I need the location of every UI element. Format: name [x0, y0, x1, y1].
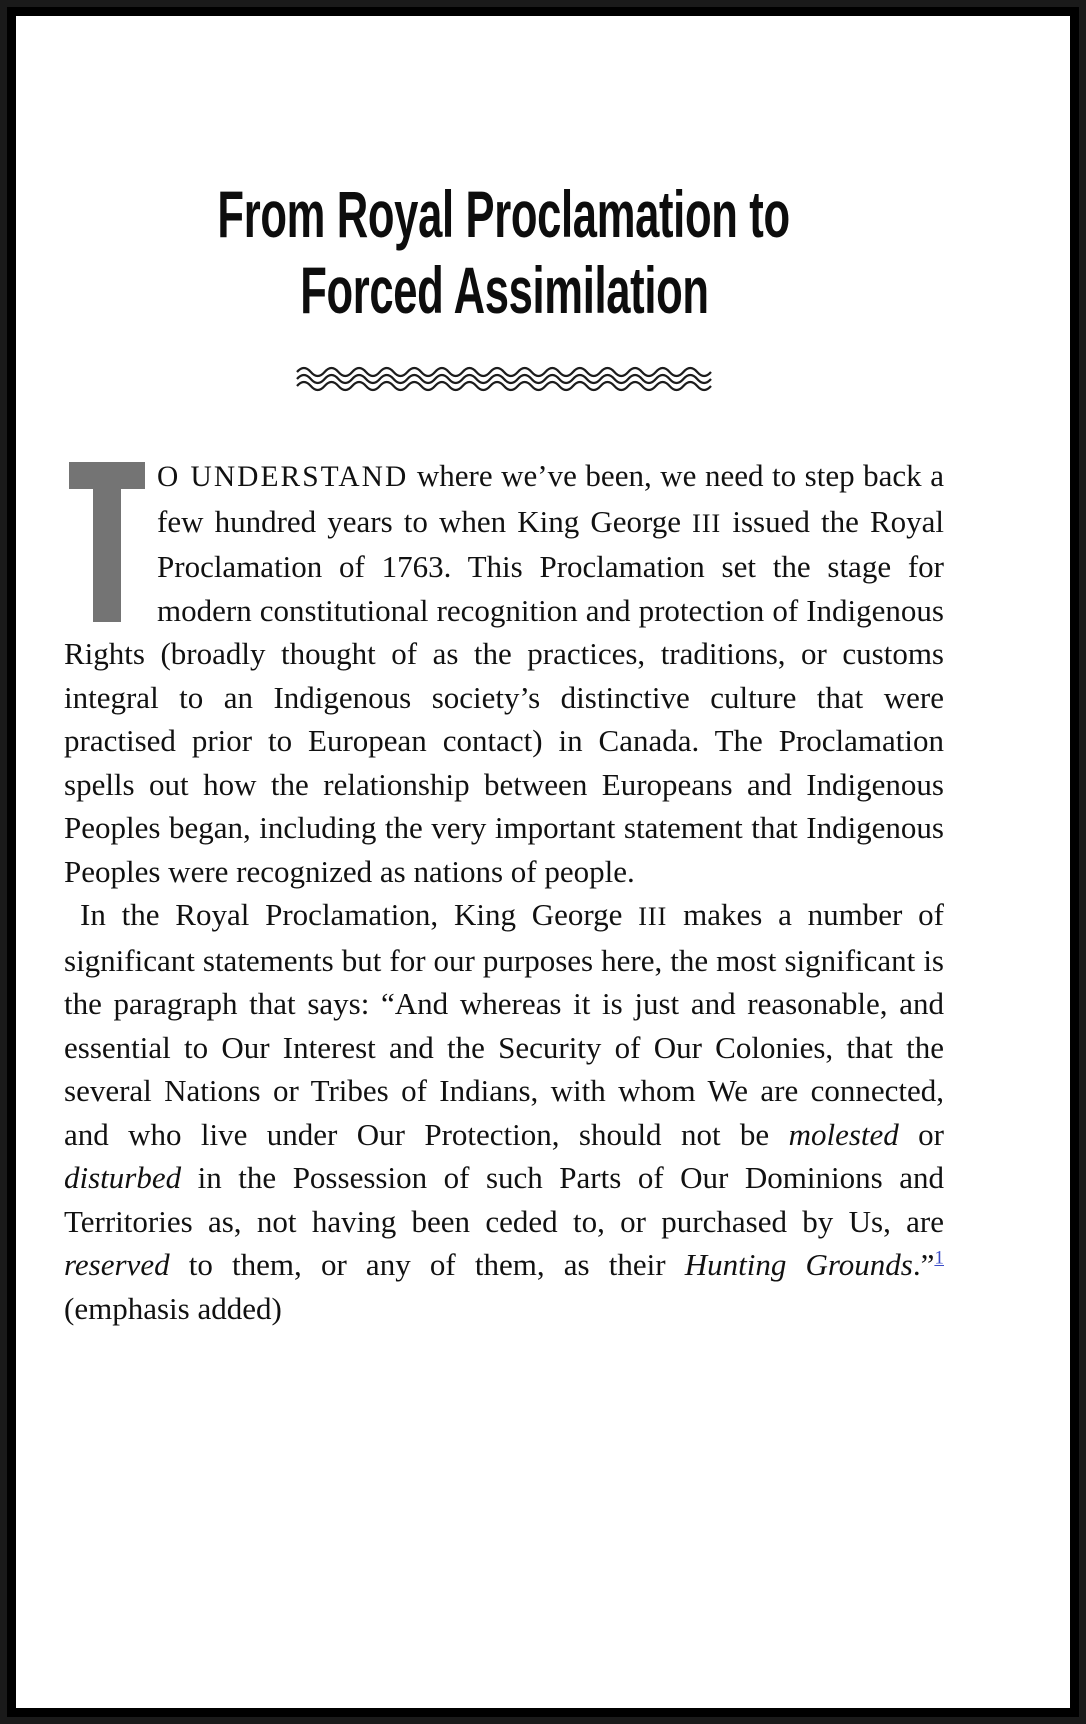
- text-segment: In the Royal Proclamation, King George: [80, 897, 639, 932]
- chapter-body: [64, 454, 944, 1330]
- footnote-ref-1[interactable]: 1: [934, 1247, 944, 1269]
- text-segment: reserved: [64, 1247, 170, 1282]
- wavy-divider-icon: [296, 366, 712, 392]
- text-segment: molested: [788, 1116, 899, 1152]
- text-segment: (emphasis added): [64, 1290, 282, 1326]
- chapter-title-line2: Forced Assimilation: [299, 253, 709, 327]
- chapter-title: [64, 176, 944, 328]
- text-segment: makes a number of significant statements but for our purposes here, the most significant is the paragraph that says: “And whereas it is just and reasonable, and essential to Our Interest and the Security of Our Colonies, that the several Nations or Tribes of Indians, with whom We are connected, and who live under Our Protection, should not be: [64, 897, 944, 1152]
- paragraph-2: [64, 893, 944, 1330]
- text-segment: Hunting Grounds: [684, 1247, 913, 1282]
- text-segment: III: [692, 508, 722, 538]
- chapter-title-line1: From Royal Proclamation to: [217, 177, 791, 251]
- paragraph-2-text: [64, 897, 944, 1326]
- book-page: [7, 7, 1079, 1717]
- text-segment: III: [638, 902, 668, 931]
- text-segment: or: [898, 1116, 944, 1152]
- text-segment: .”: [912, 1247, 935, 1282]
- text-segment: in the Possession of such Parts of Our Dominions and Territories as, not having been ceded to, or purchased by Us, are: [64, 1160, 944, 1239]
- text-segment: to them, or any of them, as their: [169, 1247, 685, 1282]
- paragraph-1-text: [64, 458, 944, 889]
- text-segment: where we’ve been, we need to step back a few hundred years to when King George: [157, 458, 944, 539]
- paragraph-1: [64, 454, 944, 893]
- text-segment: O UNDERSTAND: [157, 461, 409, 493]
- text-segment: disturbed: [64, 1160, 182, 1195]
- drop-cap-letter-T: [69, 462, 145, 622]
- text-segment: issued the Royal Proclamation of 1763. This Proclamation set the stage for modern constitutional recognition and protection of Indigenous Rights (broadly thought of as the practices, traditions, or customs integral to an Indigenous society’s distinctive culture that were practised prior to European contact) in Canada. The Proclamation spells out how the relationship between Europeans and Indigenous Peoples began, including the very important statement that Indigenous Peoples were recognized as nations of people.: [64, 503, 945, 889]
- page-content: [16, 16, 1070, 1330]
